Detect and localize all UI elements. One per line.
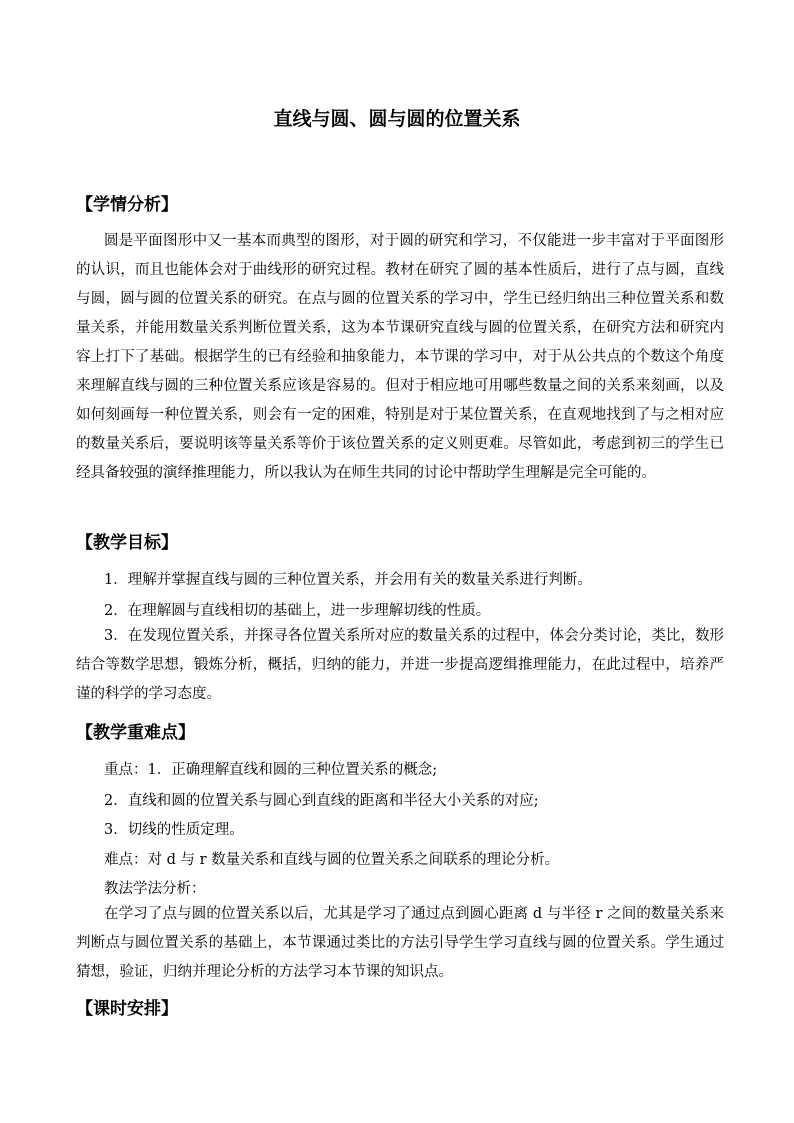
heading-analysis: 【学情分析】 xyxy=(76,195,178,215)
keypoint-line-1: 重点：1．正确理解直线和圆的三种位置关系的概念; xyxy=(104,762,438,778)
analysis-paragraph: 圆是平面图形中又一基本而典型的图形，对于圆的研究和学习，不仅能进一步丰富对于平面图形的认识，而且也能体会对于曲线形的研究过程。教材在研究了圆的基本性质后，进行了点与圆，直线与圆，圆与圆的位置关系的研究。在点与圆的位置关系的学习中，学生已经归纳出三种位置关系和数量关系，并能用数量关系判断位置关系，这为本节课研究直线与圆的位置关系，在研究方法和研究内容上打下了基础。根据学生的已有经验和抽象能力，本节课的学习中，对于从公共点的个数这个角度来理解直线与圆的三种位置关系应该是容易的。但对于相应地可用哪些数量之间的关系来刻画，以及如何刻画每一种位置关系，则会有一定的困难，特别是对于某位置关系，在直观地找到了与之相对应的数量关系后，要说明该等量关系等价于该位置关系的定义则更难。尽管如此，考虑到初三的学生已经具备较强的演绎推理能力，所以我认为在师生共同的讨论中帮助学生理解是完全可能的。 xyxy=(76,233,724,481)
difficulty-line: 难点：对 d 与 r 数量关系和直线与圆的位置关系之间联系的理论分析。 xyxy=(104,852,560,868)
goal-item-2: 2．在理解圆与直线相切的基础上，进一步理解切线的性质。 xyxy=(104,603,491,619)
keypoint-line-2: 2．直线和圆的位置关系与圆心到直线的距离和半径大小关系的对应; xyxy=(104,793,539,809)
document-title: 直线与圆、圆与圆的位置关系 xyxy=(273,108,521,130)
method-label: 教法学法分析： xyxy=(104,881,206,897)
heading-goals: 【教学目标】 xyxy=(76,533,178,553)
heading-keypoints: 【教学重难点】 xyxy=(76,723,195,743)
goal-item-3: 3．在发现位置关系，并探寻各位置关系所对应的数量关系的过程中，体会分类讨论，类比，数形结合等数学思想，锻炼分析，概括，归纳的能力，并进一步提高逻缉推理能力，在此过程中，培养严谨的科学的学习态度。 xyxy=(76,628,724,702)
method-paragraph: 在学习了点与圆的位置关系以后，尤其是学习了通过点到圆心距离 d 与半径 r 之间的数量关系来判断点与圆位置关系的基础上，本节课通过类比的方法引导学生学习直线与圆的位置关系。学生通过猜想，验证，归纳并理论分析的方法学习本节课的知识点。 xyxy=(76,906,724,980)
goal-item-1: 1．理解并掌握直线与圆的三种位置关系，并会用有关的数量关系进行判断。 xyxy=(104,572,592,588)
keypoint-line-3: 3．切线的性质定理。 xyxy=(104,822,244,838)
heading-schedule: 【课时安排】 xyxy=(76,999,178,1019)
